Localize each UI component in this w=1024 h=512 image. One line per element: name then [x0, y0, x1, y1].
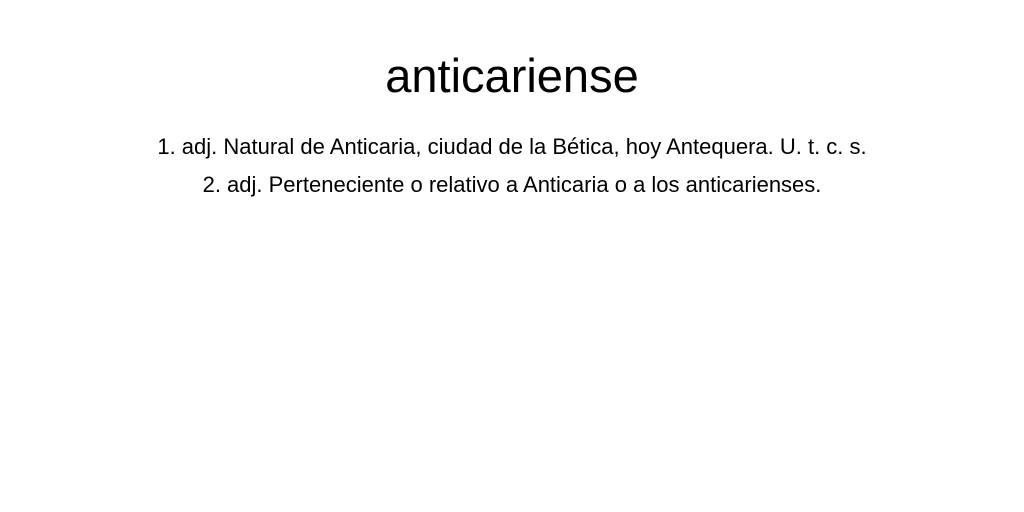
- definition-list: [0, 128, 1024, 204]
- definition-2: 2. adj. Perteneciente o relativo a Anticaria o a los anticarienses.: [202, 172, 822, 197]
- definition-1: 1. adj. Natural de Anticaria, ciudad de la Bética, hoy Antequera. U. t. c. s.: [157, 134, 867, 159]
- headword: anticariense: [385, 49, 639, 102]
